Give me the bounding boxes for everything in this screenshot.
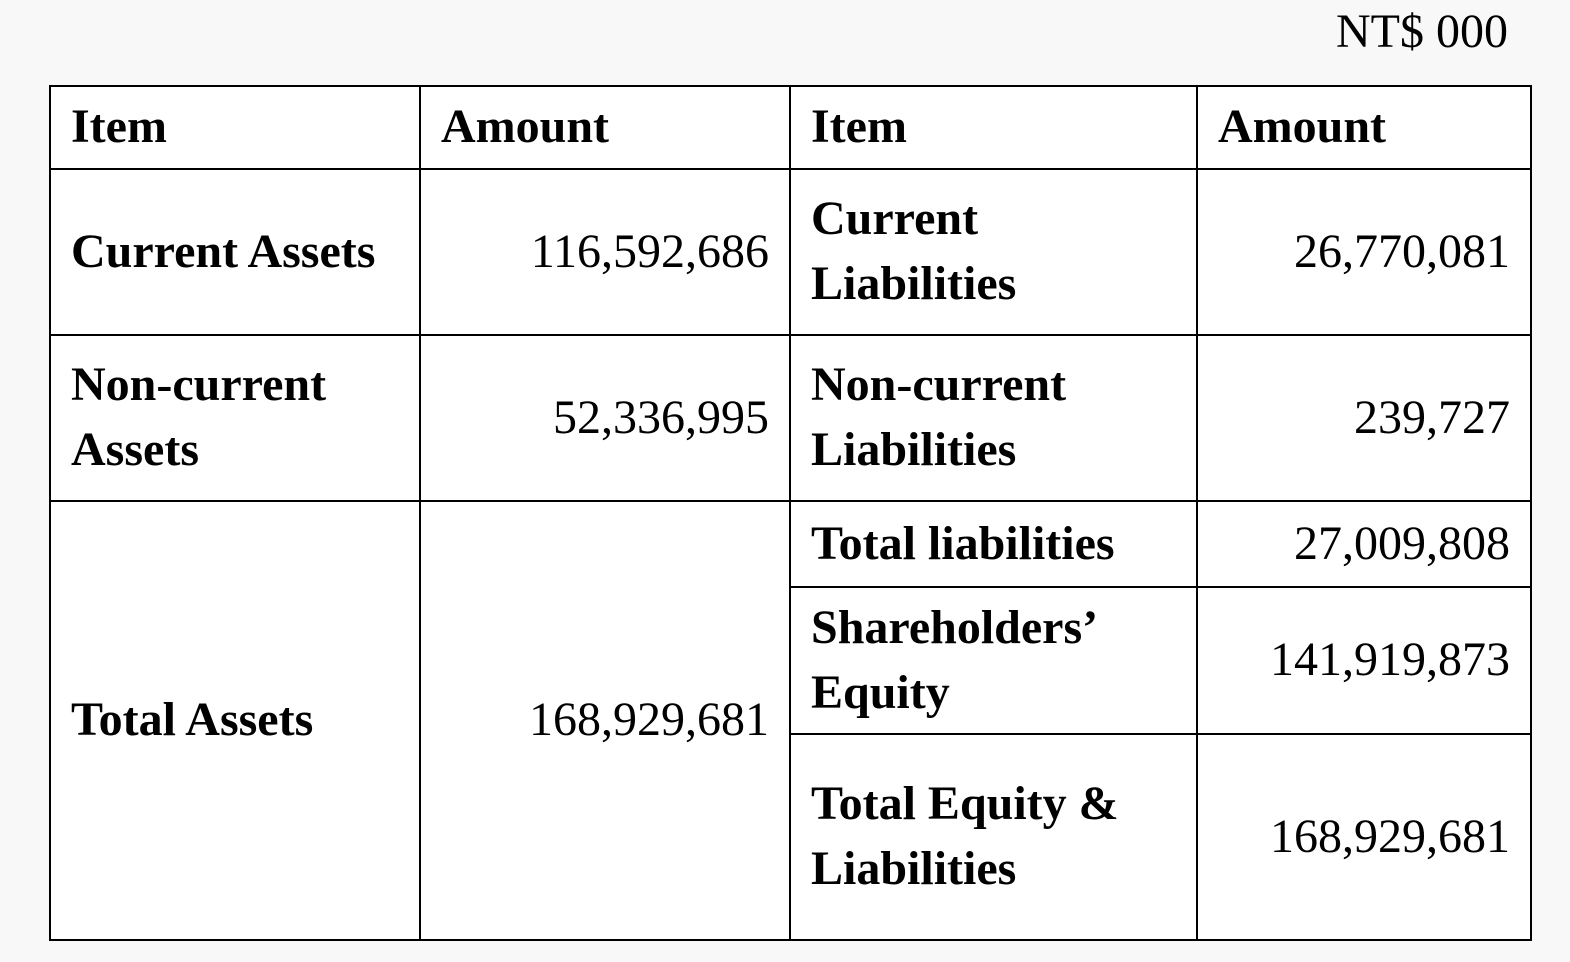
left-item-header: Item xyxy=(50,86,420,169)
table-row xyxy=(50,501,1531,587)
total-assets-label: Total Assets xyxy=(50,501,420,940)
shareholders-equity-label: Shareholders’ Equity xyxy=(790,587,1197,734)
current-assets-amount: 116,592,686 xyxy=(420,169,790,335)
left-amount-header: Amount xyxy=(420,86,790,169)
header-row xyxy=(50,86,1531,169)
total-equity-liabilities-amount: 168,929,681 xyxy=(1197,734,1531,940)
non-current-liabilities-amount: 239,727 xyxy=(1197,335,1531,501)
total-equity-liabilities-label: Total Equity & Liabilities xyxy=(790,734,1197,940)
non-current-assets-amount: 52,336,995 xyxy=(420,335,790,501)
current-liabilities-amount: 26,770,081 xyxy=(1197,169,1531,335)
current-liabilities-label: Current Liabilities xyxy=(790,169,1197,335)
non-current-liabilities-label: Non-current Liabilities xyxy=(790,335,1197,501)
shareholders-equity-amount: 141,919,873 xyxy=(1197,587,1531,734)
balance-sheet-table xyxy=(49,85,1532,941)
right-item-header: Item xyxy=(790,86,1197,169)
total-liabilities-amount: 27,009,808 xyxy=(1197,501,1531,587)
non-current-assets-label: Non-current Assets xyxy=(50,335,420,501)
current-assets-label: Current Assets xyxy=(50,169,420,335)
table-row xyxy=(50,169,1531,335)
right-amount-header: Amount xyxy=(1197,86,1531,169)
table-row xyxy=(50,335,1531,501)
unit-label: NT$ 000 xyxy=(1336,5,1508,58)
total-liabilities-label: Total liabilities xyxy=(790,501,1197,587)
total-assets-amount: 168,929,681 xyxy=(420,501,790,940)
